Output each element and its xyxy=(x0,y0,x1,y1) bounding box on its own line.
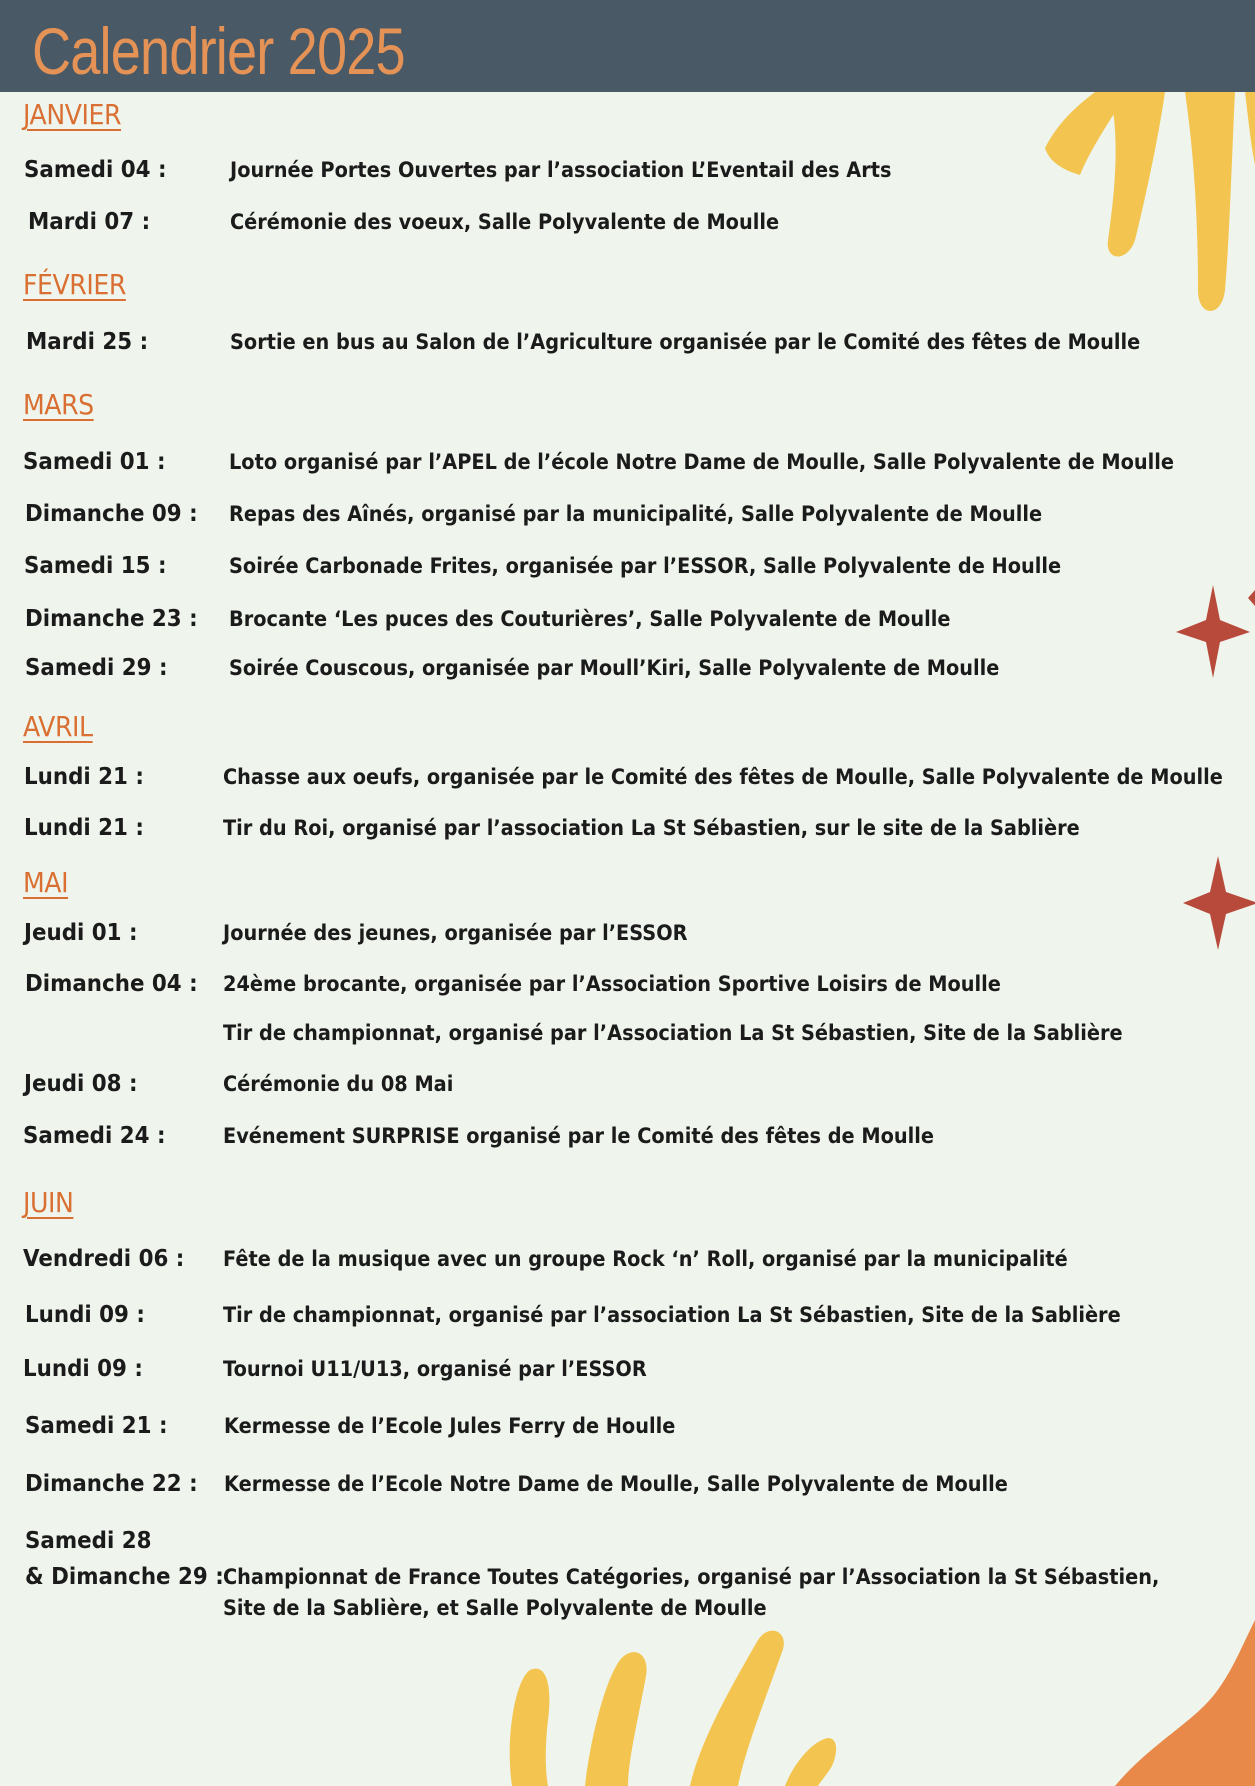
event-row xyxy=(0,447,1255,477)
event-description: Soirée Couscous, organisée par Moull’Kiri, Salle Polyvalente de Moulle xyxy=(229,656,1000,680)
event-description: Tir de championnat, organisé par l’association La St Sébastien, Site de la Sablière xyxy=(223,1303,1121,1327)
event-description: Loto organisé par l’APEL de l’école Notre Dame de Moulle, Salle Polyvalente de Moulle xyxy=(229,450,1175,474)
event-row xyxy=(0,1354,1255,1384)
event-description: Sortie en bus au Salon de l’Agriculture organisée par le Comité des fêtes de Moulle xyxy=(230,330,1141,354)
event-date: Vendredi 06 : xyxy=(23,1246,185,1272)
event-row xyxy=(0,155,1255,185)
event-date: Dimanche 22 : xyxy=(25,1471,198,1497)
event-row xyxy=(0,1411,1255,1441)
event-description: Kermesse de l’Ecole Notre Dame de Moulle, Salle Polyvalente de Moulle xyxy=(224,1472,1008,1496)
event-description: Cérémonie des voeux, Salle Polyvalente de Moulle xyxy=(230,210,780,234)
event-row xyxy=(0,762,1255,792)
event-description: Cérémonie du 08 Mai xyxy=(223,1072,454,1096)
event-row xyxy=(0,1562,1255,1592)
event-row xyxy=(0,1244,1255,1274)
event-description: Journée Portes Ouvertes par l’association L’Eventail des Arts xyxy=(230,158,892,182)
event-row xyxy=(0,1593,1255,1623)
event-date: Lundi 21 : xyxy=(24,764,144,790)
event-description: Site de la Sablière, et Salle Polyvalente de Moulle xyxy=(223,1596,767,1620)
event-row xyxy=(0,327,1255,357)
event-description: Brocante ‘Les puces des Couturières’, Salle Polyvalente de Moulle xyxy=(229,607,951,631)
event-row xyxy=(0,1018,1255,1048)
event-date: Samedi 01 : xyxy=(23,449,166,475)
event-description: Fête de la musique avec un groupe Rock ‘n’ Roll, organisé par la municipalité xyxy=(223,1247,1068,1271)
event-date: & Dimanche 29 : xyxy=(25,1564,224,1590)
event-row xyxy=(0,918,1255,948)
event-date: Samedi 21 : xyxy=(25,1413,168,1439)
event-row xyxy=(0,1469,1255,1499)
event-row xyxy=(0,813,1255,843)
event-date: Lundi 09 : xyxy=(23,1356,143,1382)
event-description: Tournoi U11/U13, organisé par l’ESSOR xyxy=(223,1357,647,1381)
event-description: Tir de championnat, organisé par l’Association La St Sébastien, Site de la Sablière xyxy=(223,1021,1123,1045)
month-heading-juin: JUIN xyxy=(23,1186,74,1219)
event-date: Jeudi 08 : xyxy=(24,1071,138,1097)
month-heading-janvier: JANVIER xyxy=(23,98,122,131)
event-description: Repas des Aînés, organisé par la municipalité, Salle Polyvalente de Moulle xyxy=(229,502,1043,526)
event-date: Samedi 28 xyxy=(25,1528,152,1554)
event-row xyxy=(0,1069,1255,1099)
event-row xyxy=(0,604,1255,634)
event-date: Samedi 29 : xyxy=(25,655,168,681)
event-description: Kermesse de l’Ecole Jules Ferry de Houlle xyxy=(224,1414,676,1438)
event-description: Tir du Roi, organisé par l’association La St Sébastien, sur le site de la Sablière xyxy=(223,816,1080,840)
event-date: Samedi 24 : xyxy=(23,1123,166,1149)
event-date: Lundi 09 : xyxy=(25,1302,145,1328)
event-description: Evénement SURPRISE organisé par le Comité des fêtes de Moulle xyxy=(223,1124,934,1148)
event-row xyxy=(0,969,1255,999)
event-description: Journée des jeunes, organisée par l’ESSOR xyxy=(223,921,688,945)
month-heading-février: FÉVRIER xyxy=(23,268,126,301)
event-date: Dimanche 23 : xyxy=(25,606,198,632)
event-row xyxy=(0,551,1255,581)
event-description: Chasse aux oeufs, organisée par le Comité des fêtes de Moulle, Salle Polyvalente de Moulle xyxy=(223,765,1223,789)
event-date: Samedi 15 : xyxy=(24,553,167,579)
month-heading-avril: AVRIL xyxy=(23,710,93,743)
event-date: Dimanche 09 : xyxy=(25,501,198,527)
event-date: Samedi 04 : xyxy=(24,157,167,183)
page-title: Calendrier 2025 xyxy=(32,14,405,88)
event-date: Mardi 07 : xyxy=(28,209,151,235)
event-date: Dimanche 04 : xyxy=(25,971,198,997)
event-description: Soirée Carbonade Frites, organisée par l’ESSOR, Salle Polyvalente de Houlle xyxy=(229,554,1062,578)
event-date: Mardi 25 : xyxy=(26,329,149,355)
event-row xyxy=(0,207,1255,237)
event-row xyxy=(0,1121,1255,1151)
event-row xyxy=(0,499,1255,529)
event-row xyxy=(0,1526,1255,1556)
event-row xyxy=(0,653,1255,683)
event-row xyxy=(0,1300,1255,1330)
event-description: Championnat de France Toutes Catégories, organisé par l’Association la St Sébastien, xyxy=(223,1565,1160,1589)
month-heading-mars: MARS xyxy=(23,388,94,421)
event-date: Lundi 21 : xyxy=(24,815,144,841)
event-date: Jeudi 01 : xyxy=(24,920,138,946)
month-heading-mai: MAI xyxy=(23,866,69,899)
event-description: 24ème brocante, organisée par l’Association Sportive Loisirs de Moulle xyxy=(223,972,1001,996)
